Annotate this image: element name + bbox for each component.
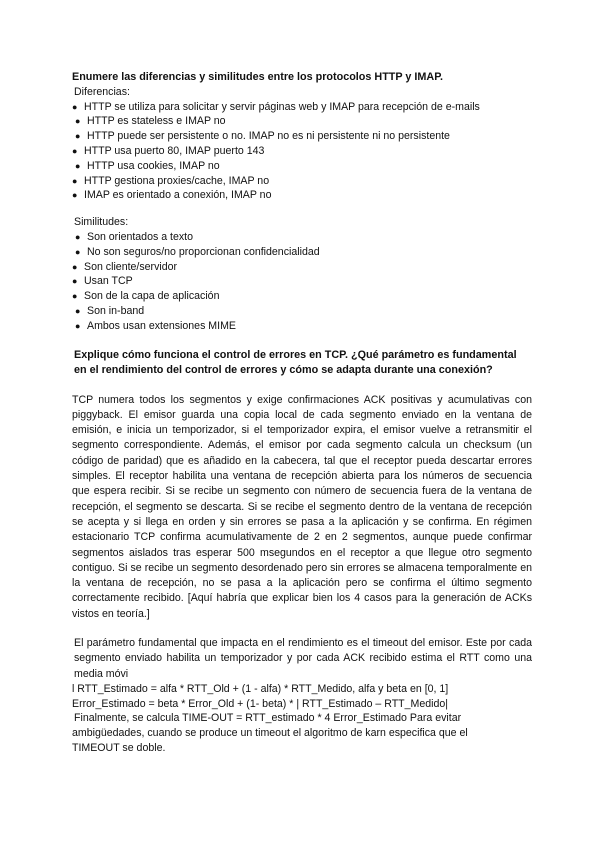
document-content (72, 70, 532, 756)
list-item: ● HTTP es stateless e IMAP no (75, 114, 532, 129)
list-item: ● HTTP usa puerto 80, IMAP puerto 143 (72, 144, 532, 159)
differences-label: Diferencias: (74, 85, 130, 98)
question-1-title: Enumere las diferencias y similitudes entre los protocolos HTTP y IMAP. (72, 71, 444, 83)
list-item: ● Usan TCP (72, 274, 532, 289)
list-item: ● Son orientados a texto (75, 230, 532, 245)
list-item: ● HTTP gestiona proxies/cache, IMAP no (72, 174, 532, 189)
formula-error: Error_Estimado = beta * Error_Old + (1- beta) * | RTT_Estimado – RTT_Medido| (72, 697, 449, 710)
answer-paragraph-2: El parámetro fundamental que impacta en el rendimiento es el timeout del emisor. Este por cada segmento enviado habilita un temporizador y por cada ACK recibido estima el RTT como una media móvi (74, 637, 532, 680)
formula-rtt: l RTT_Estimado = alfa * RTT_Old + (1 - alfa) * RTT_Medido, alfa y beta en [0, 1] (72, 682, 449, 695)
final-line-1: Finalmente, se calcula TIME-OUT = RTT_estimado * 4 Error_Estimado Para evitar (74, 712, 462, 725)
list-item: ● HTTP se utiliza para solicitar y servir páginas web y IMAP para recepción de e-mails (72, 100, 532, 115)
list-item: ● IMAP es orientado a conexión, IMAP no (72, 188, 532, 203)
list-item: ● Son cliente/servidor (72, 260, 532, 275)
list-item: ● HTTP usa cookies, IMAP no (75, 159, 532, 174)
list-item: ● HTTP puede ser persistente o no. IMAP no es ni persistente ni no persistente (75, 129, 532, 144)
similarities-list (72, 230, 532, 334)
differences-list (72, 100, 532, 204)
list-item: ● No son seguros/no proporcionan confidencialidad (75, 245, 532, 260)
question-2-title: Explique cómo funciona el control de errores en TCP. ¿Qué parámetro es fundamental en el rendimiento del control de errores y cómo se adapta durante una conexión? (74, 348, 517, 377)
list-item: ● Son in-band (75, 304, 532, 319)
list-item: ● Ambos usan extensiones MIME (75, 319, 532, 334)
final-line-3: TIMEOUT se doble. (72, 742, 166, 755)
list-item: ● Son de la capa de aplicación (72, 289, 532, 304)
final-line-2: ambigüedades, cuando se produce un timeout el algoritmo de karn especifica que el (72, 727, 468, 740)
answer-paragraph-1: TCP numera todos los segmentos y exige confirmaciones ACK positivas y acumulativas con piggyback. El emisor guarda una copia local de cada segmento enviado en la ventana de emisión, e inicia un temporizador, si el temporizador expira, el emisor vuelve a retransmitir el segmento correspondiente. Además, el emisor por cada segmento calcula un checksum (un código de paridad) que es añadido en la cabecera, tal que el receptor pueda descartar errores simples. El receptor habilita una ventana de recepción abierta para los números de secuencia que espera recibir. Si se recibe un segmento con número de secuencia fuera de la ventana de recepción, el segmento se descarta. Si se recibe el segmento dentro de la ventana de recepción se acepta y si llega en orden y sin errores se pasa a la aplicación y se confirma. En régimen estacionario TCP confirma acumulativamente de 2 en 2 segmentos, aunque puede confirmar segmentos aislados tras esperar 500 msegundos en el receptor a que llegue otro segmento contiguo. Si se recibe un segmento desordenado pero sin errores se almacena temporalmente en la ventana de recepción, no se pasa a la aplicación pero se confirma el último segmento correctamente recibido. [Aquí habría que explicar bien los 4 casos para la generación de ACKs vistos en teoría.] (72, 393, 532, 620)
similarities-label: Similitudes: (74, 216, 129, 229)
